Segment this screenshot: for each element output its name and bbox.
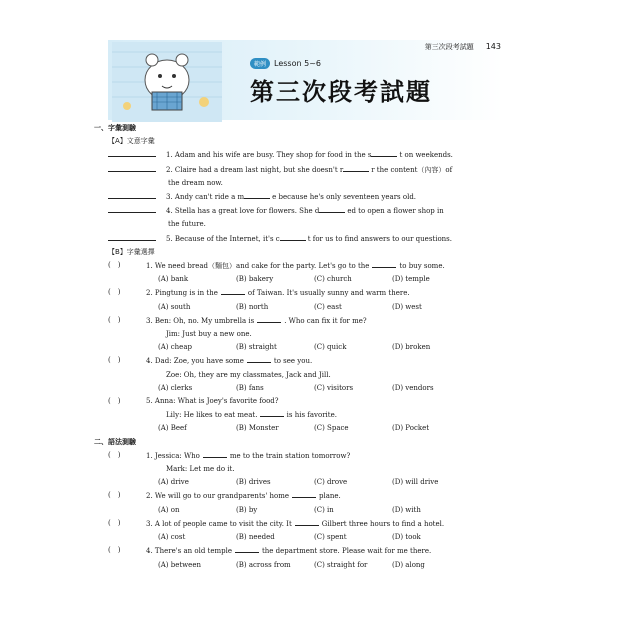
option[interactable]: (B) fans xyxy=(236,383,264,392)
question-suffix: t for us to find answers to our questions. xyxy=(307,234,452,243)
question-prefix: Stella has a great love for flowers. She d xyxy=(174,207,320,216)
option[interactable]: (C) in xyxy=(314,505,334,514)
option[interactable]: (A) south xyxy=(158,302,191,311)
option[interactable]: (D) will drive xyxy=(392,478,439,487)
question-continuation: the future. xyxy=(168,220,206,229)
question-suffix: to buy some. xyxy=(399,262,445,271)
inline-blank xyxy=(343,163,369,172)
question-prefix: We will go to our grandparents' home xyxy=(154,492,289,501)
option[interactable]: (C) church xyxy=(314,275,352,284)
running-head xyxy=(425,42,501,52)
dialogue-line: Zoe: Oh, they are my classmates, Jack and Jill. xyxy=(166,370,331,379)
option[interactable]: (B) by xyxy=(236,505,258,514)
question-number: 4. xyxy=(146,357,155,366)
inline-blank xyxy=(257,314,281,323)
question-suffix: . Who can fix it for me? xyxy=(284,316,367,325)
answer-options xyxy=(108,273,503,286)
question-text xyxy=(146,517,503,531)
question-item xyxy=(108,204,503,218)
answer-blank[interactable] xyxy=(108,148,156,157)
option[interactable]: (A) cheap xyxy=(158,343,192,352)
inline-blank xyxy=(295,517,319,526)
option[interactable]: (B) drives xyxy=(236,478,271,487)
answer-options xyxy=(108,504,503,517)
question-suffix: plane. xyxy=(319,492,341,501)
question-text xyxy=(146,259,503,273)
option[interactable]: (A) cost xyxy=(158,533,186,542)
option[interactable]: (A) on xyxy=(158,505,180,514)
question-continuation: the dream now. xyxy=(168,178,223,187)
question-item xyxy=(108,232,503,246)
inline-blank xyxy=(203,449,227,458)
question-item xyxy=(108,259,503,273)
header-banner xyxy=(108,40,503,120)
option[interactable]: (B) Monster xyxy=(236,424,279,433)
option[interactable]: (C) east xyxy=(314,302,342,311)
option[interactable]: (D) with xyxy=(392,505,421,514)
page-number: 143 xyxy=(485,42,501,51)
option[interactable]: (D) west xyxy=(392,302,422,311)
option[interactable]: (B) straight xyxy=(236,343,277,352)
answer-options xyxy=(108,382,503,395)
inline-blank xyxy=(247,354,271,363)
option[interactable]: (B) across from xyxy=(236,560,291,569)
question-text xyxy=(146,449,503,463)
question-item xyxy=(108,449,503,463)
option[interactable]: (A) between xyxy=(158,560,201,569)
question-item xyxy=(108,314,503,328)
dialogue-line: Jim: Just buy a new one. xyxy=(166,330,252,339)
question-item xyxy=(108,354,503,368)
dialogue-suffix: is his favorite. xyxy=(286,411,337,420)
option[interactable]: (A) clerks xyxy=(158,383,193,392)
question-suffix: Gilbert three hours to find a hotel. xyxy=(321,519,445,528)
question-text xyxy=(166,190,503,204)
question-suffix: the department store. Please wait for me there. xyxy=(261,547,432,556)
option[interactable]: (D) Pocket xyxy=(392,424,430,433)
option[interactable]: (C) drove xyxy=(314,478,348,487)
question-text xyxy=(166,232,503,246)
question-text xyxy=(146,489,503,503)
option[interactable]: (D) temple xyxy=(392,275,430,284)
exam-page xyxy=(94,30,503,590)
section-title: 二、語法測驗 xyxy=(94,437,136,446)
answer-blank[interactable] xyxy=(108,232,156,241)
vocab-fill-list xyxy=(108,148,503,245)
option[interactable]: (A) drive xyxy=(158,478,189,487)
part-title: 【B】字彙選擇 xyxy=(108,247,155,256)
option[interactable]: (C) visitors xyxy=(314,383,354,392)
question-prefix: Ben: Oh, no. My umbrella is xyxy=(154,316,255,325)
answer-paren[interactable]: ( ) xyxy=(108,450,121,459)
question-number: 4. xyxy=(166,207,175,216)
question-number: 1. xyxy=(166,151,175,160)
question-item xyxy=(108,190,503,204)
option[interactable]: (B) bakery xyxy=(236,275,274,284)
question-number: 2. xyxy=(146,492,155,501)
question-suffix: to see you. xyxy=(273,357,313,366)
answer-paren[interactable]: ( ) xyxy=(108,546,121,555)
question-prefix: Dad: Zoe, you have some xyxy=(154,357,244,366)
question-text xyxy=(146,544,503,558)
question-prefix: Anna: What is Joey's favorite food? xyxy=(154,397,279,406)
answer-blank[interactable] xyxy=(108,190,156,199)
question-text xyxy=(146,354,503,368)
question-prefix: Because of the Internet, it's c xyxy=(174,234,280,243)
lesson-tag: 範例 xyxy=(250,58,270,69)
question-suffix: r the content（內容）of xyxy=(371,165,453,174)
answer-blank[interactable] xyxy=(108,163,156,172)
question-text xyxy=(166,204,503,218)
answer-paren[interactable]: ( ) xyxy=(108,315,121,324)
inline-blank xyxy=(372,259,396,268)
question-number: 3. xyxy=(146,316,155,325)
answer-paren[interactable]: ( ) xyxy=(108,518,121,527)
question-number: 3. xyxy=(146,519,155,528)
inline-blank xyxy=(244,190,270,199)
answer-paren[interactable]: ( ) xyxy=(108,356,121,365)
cartoon-illustration xyxy=(112,42,222,122)
question-number: 4. xyxy=(146,547,155,556)
option[interactable]: (A) Beef xyxy=(158,424,187,433)
question-number: 2. xyxy=(166,165,175,174)
running-title: 第三次段考試題 xyxy=(424,43,474,51)
question-item xyxy=(108,395,503,408)
question-number: 5. xyxy=(166,234,175,243)
question-text xyxy=(166,148,503,162)
lesson-range: Lesson 5~6 xyxy=(274,59,321,68)
question-text xyxy=(146,314,503,328)
exam-content xyxy=(94,122,503,572)
question-item xyxy=(108,489,503,503)
question-prefix: Adam and his wife are busy. They shop for food in the s xyxy=(174,151,372,160)
question-number: 1. xyxy=(146,262,155,271)
question-item xyxy=(108,544,503,558)
question-text xyxy=(146,286,503,300)
answer-options xyxy=(108,559,503,572)
question-prefix: A lot of people came to visit the city. It xyxy=(154,519,292,528)
answer-options xyxy=(108,531,503,544)
answer-options xyxy=(108,341,503,354)
question-item xyxy=(108,286,503,300)
inline-blank xyxy=(260,408,284,417)
option[interactable]: (C) straight for xyxy=(314,560,368,569)
option[interactable]: (D) vendors xyxy=(392,383,434,392)
inline-blank xyxy=(235,544,259,553)
answer-blank[interactable] xyxy=(108,204,156,213)
question-prefix: We need bread（麵包）and cake for the party. Let's go to the xyxy=(154,262,370,271)
question-number: 1. xyxy=(146,451,155,460)
question-item xyxy=(108,148,503,162)
inline-blank xyxy=(292,489,316,498)
question-suffix: me to the train station tomorrow? xyxy=(229,451,351,460)
option[interactable]: (D) broken xyxy=(392,343,431,352)
page-title: 第三次段考試題 xyxy=(250,78,432,106)
part-title: 【A】文意字彙 xyxy=(108,137,155,146)
question-text xyxy=(146,395,503,408)
grammar-choice-list xyxy=(108,449,503,572)
answer-paren[interactable]: ( ) xyxy=(108,491,121,500)
vocab-choice-list xyxy=(108,259,503,436)
answer-paren[interactable]: ( ) xyxy=(108,261,121,270)
answer-paren[interactable]: ( ) xyxy=(108,397,121,406)
option[interactable]: (C) quick xyxy=(314,343,347,352)
option[interactable]: (D) along xyxy=(392,560,425,569)
question-text xyxy=(166,163,503,177)
question-suffix: t on weekends. xyxy=(399,151,453,160)
answer-options xyxy=(108,422,503,435)
dialogue-line: Mark: Let me do it. xyxy=(166,465,235,474)
answer-options xyxy=(108,476,503,489)
dialogue-line xyxy=(108,408,503,422)
question-prefix: There's an old temple xyxy=(154,547,232,556)
question-prefix: Jessica: Who xyxy=(154,451,200,460)
option[interactable]: (B) needed xyxy=(236,533,275,542)
question-suffix: ed to open a flower shop in xyxy=(347,207,444,216)
answer-paren[interactable]: ( ) xyxy=(108,288,121,297)
option[interactable]: (D) took xyxy=(392,533,421,542)
question-suffix: of Taiwan. It's usually sunny and warm there. xyxy=(247,289,410,298)
inline-blank xyxy=(221,286,245,295)
inline-blank xyxy=(280,232,306,241)
inline-blank xyxy=(371,148,397,157)
question-prefix: Andy can't ride a m xyxy=(174,193,245,202)
question-number: 5. xyxy=(146,397,155,406)
option[interactable]: (A) bank xyxy=(158,275,189,284)
option[interactable]: (C) spent xyxy=(314,533,347,542)
option[interactable]: (C) Space xyxy=(314,424,349,433)
dialogue-prefix: Lily: He likes to eat meat. xyxy=(166,411,260,420)
question-prefix: Claire had a dream last night, but she doesn't r xyxy=(174,165,344,174)
question-item xyxy=(108,163,503,177)
question-number: 2. xyxy=(146,289,155,298)
section-title: 一、字彙測驗 xyxy=(94,124,136,132)
lesson-label xyxy=(250,58,321,69)
inline-blank xyxy=(319,204,345,213)
question-prefix: Pingtung is in the xyxy=(154,289,218,298)
option[interactable]: (B) north xyxy=(236,302,269,311)
question-suffix: e because he's only seventeen years old. xyxy=(272,193,417,202)
question-number: 3. xyxy=(166,193,175,202)
answer-options xyxy=(108,301,503,314)
question-item xyxy=(108,517,503,531)
